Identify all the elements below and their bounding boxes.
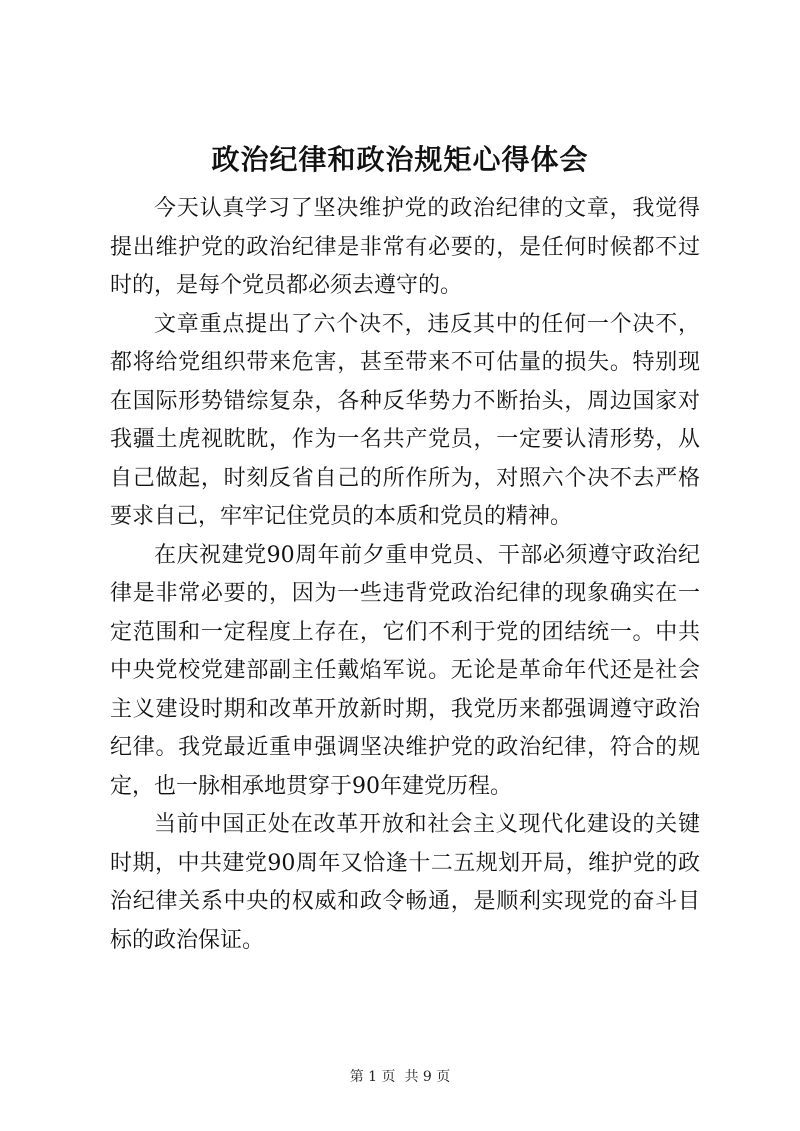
page-number-label: 第 1 页 共 9 页 bbox=[349, 1069, 451, 1085]
paragraph-1: 今天认真学习了坚决维护党的政治纪律的文章，我觉得提出维护党的政治纪律是非常有必要的，是任何时候都不过时的，是每个党员都必须去遵守的。 bbox=[110, 196, 700, 298]
page-footer bbox=[0, 1067, 800, 1087]
paragraph-2: 文章重点提出了六个决不，违反其中的任何一个决不，都将给党组织带来危害，甚至带来不可估量的损失。特别现在国际形势错综复杂，各种反华势力不断抬头，周边国家对我疆土虎视眈眈，作为一名共产党员，一定要认清形势，从自己做起，时刻反省自己的所作所为，对照六个决不去严格要求自己，牢牢记住党员的本质和党员的精神。 bbox=[110, 311, 700, 529]
paragraph-4: 当前中国正处在改革开放和社会主义现代化建设的关键时期，中共建党90周年又恰逢十二五规划开局，维护党的政治纪律关系中央的权威和政令畅通，是顺利实现党的奋斗目标的政治保证。 bbox=[110, 812, 700, 953]
document-body bbox=[110, 190, 700, 960]
paragraph-3: 在庆祝建党90周年前夕重申党员、干部必须遵守政治纪律是非常必要的，因为一些违背党政治纪律的现象确实在一定范围和一定程度上存在，它们不利于党的团结统一。中共中央党校党建部副主任戴焰军说。无论是革命年代还是社会主义建设时期和改革开放新时期，我党历来都强调遵守政治纪律。我党最近重申强调坚决维护党的政治纪律，符合的规定，也一脉相承地贯穿于90年建党历程。 bbox=[110, 542, 700, 799]
document-title: 政治纪律和政治规矩心得体会 bbox=[211, 143, 589, 176]
